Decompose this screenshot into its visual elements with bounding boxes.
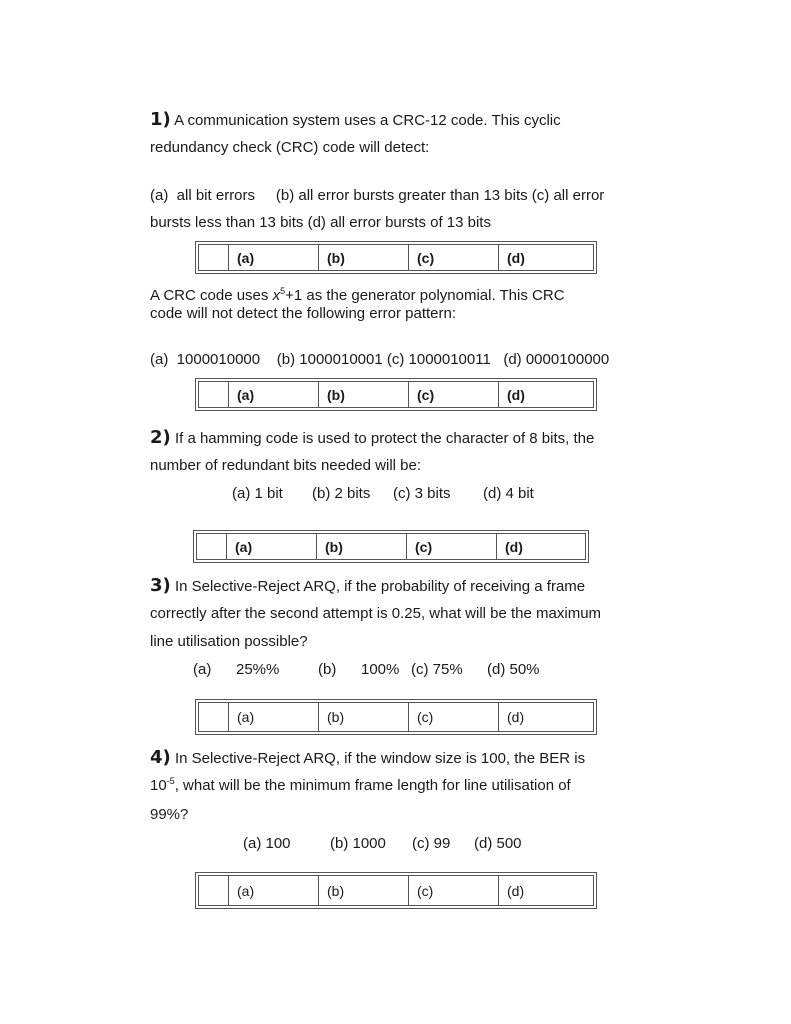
q3-text-line1: In Selective-Reject ARQ, if the probability of receiving a frame <box>174 578 586 595</box>
q4-line2-base: 10 <box>150 777 167 794</box>
q4-answer-c[interactable]: (c) <box>408 875 499 906</box>
q1-answer-a[interactable]: (a) <box>228 244 319 271</box>
q1b-answer-blank[interactable] <box>198 381 229 408</box>
q4-answer-table <box>195 872 597 909</box>
q3-answer-b[interactable]: (b) <box>318 702 409 732</box>
q1-line2: redundancy check (CRC) code will detect: <box>150 139 430 156</box>
q2-answer-a[interactable]: (a) <box>226 533 317 560</box>
q3-number: 3) <box>150 575 171 596</box>
q4-line3: 99%? <box>150 806 189 823</box>
q3-opt-b-value: 100% <box>361 661 400 678</box>
q2-line1 <box>150 429 594 448</box>
q1b-line2: code will not detect the following error pattern: <box>150 305 456 322</box>
q1b-line1-pre: A CRC code uses <box>150 287 273 304</box>
q4-opt-c: (c) 99 <box>412 835 451 852</box>
q3-line1 <box>150 577 585 596</box>
q2-opt-c: (c) 3 bits <box>393 485 451 502</box>
q4-text-line1: In Selective-Reject ARQ, if the window size is 100, the BER is <box>174 750 586 767</box>
q4-opt-d: (d) 500 <box>474 835 522 852</box>
q4-sup: -5 <box>166 776 175 786</box>
q3-answer-blank[interactable] <box>198 702 229 732</box>
q3-opt-b-label: (b) <box>318 661 337 678</box>
q4-opt-a: (a) 100 <box>243 835 291 852</box>
q3-answer-d[interactable]: (d) <box>498 702 594 732</box>
q1-answer-d[interactable]: (d) <box>498 244 594 271</box>
q1-line1 <box>150 111 561 130</box>
q3-answer-c[interactable]: (c) <box>408 702 499 732</box>
q3-opt-d: (d) 50% <box>487 661 540 678</box>
q3-opt-a-label: (a) <box>193 661 212 678</box>
q2-number: 2) <box>150 427 171 448</box>
q2-opt-d: (d) 4 bit <box>483 485 534 502</box>
q1b-answer-a[interactable]: (a) <box>228 381 319 408</box>
q3-answer-a[interactable]: (a) <box>228 702 319 732</box>
q2-opt-a: (a) 1 bit <box>232 485 283 502</box>
q3-answer-table <box>195 699 597 735</box>
q2-opt-b: (b) 2 bits <box>312 485 371 502</box>
q4-line2-post: , what will be the minimum frame length for line utilisation of <box>174 777 571 794</box>
q1b-answer-c[interactable]: (c) <box>408 381 499 408</box>
q2-text-line1: If a hamming code is used to protect the character of 8 bits, the <box>174 430 595 447</box>
q1-text-line1: A communication system uses a CRC-12 code. This cyclic <box>174 112 561 129</box>
q2-answer-d[interactable]: (d) <box>496 533 586 560</box>
q1-answer-table <box>195 241 597 274</box>
q4-number: 4) <box>150 747 171 768</box>
q1-options-line1: (a) all bit errors (b) all error bursts greater than 13 bits (c) all error <box>150 187 605 204</box>
q4-answer-blank[interactable] <box>198 875 229 906</box>
q1-answer-b[interactable]: (b) <box>318 244 409 271</box>
q2-answer-table <box>193 530 589 563</box>
q1-answer-blank[interactable] <box>198 244 229 271</box>
q1-options-line2: bursts less than 13 bits (d) all error bursts of 13 bits <box>150 214 491 231</box>
q1b-sup: 5 <box>280 286 286 296</box>
q2-answer-blank[interactable] <box>196 533 227 560</box>
q1b-line1 <box>150 287 565 305</box>
q4-answer-d[interactable]: (d) <box>498 875 594 906</box>
q4-line2 <box>150 777 571 795</box>
q3-opt-c: (c) 75% <box>411 661 463 678</box>
q4-answer-a[interactable]: (a) <box>228 875 319 906</box>
q1b-answer-d[interactable]: (d) <box>498 381 594 408</box>
q1-number: 1) <box>150 109 171 130</box>
q4-line1 <box>150 749 585 768</box>
q3-opt-a-value: 25%% <box>236 661 280 678</box>
q1b-line1-post: +1 as the generator polynomial. This CRC <box>285 287 565 304</box>
q1-answer-c[interactable]: (c) <box>408 244 499 271</box>
q2-answer-b[interactable]: (b) <box>316 533 407 560</box>
q1b-options: (a) 1000010000 (b) 1000010001 (c) 1000010011 (d) 0000100000 <box>150 351 610 368</box>
q3-line2: correctly after the second attempt is 0.25, what will be the maximum <box>150 605 602 622</box>
q4-opt-b: (b) 1000 <box>330 835 386 852</box>
q1b-answer-b[interactable]: (b) <box>318 381 409 408</box>
q2-line2: number of redundant bits needed will be: <box>150 457 422 474</box>
q2-answer-c[interactable]: (c) <box>406 533 497 560</box>
q1b-answer-table <box>195 378 597 411</box>
q1b-var: x <box>272 287 281 304</box>
q3-line3: line utilisation possible? <box>150 633 308 650</box>
q4-answer-b[interactable]: (b) <box>318 875 409 906</box>
